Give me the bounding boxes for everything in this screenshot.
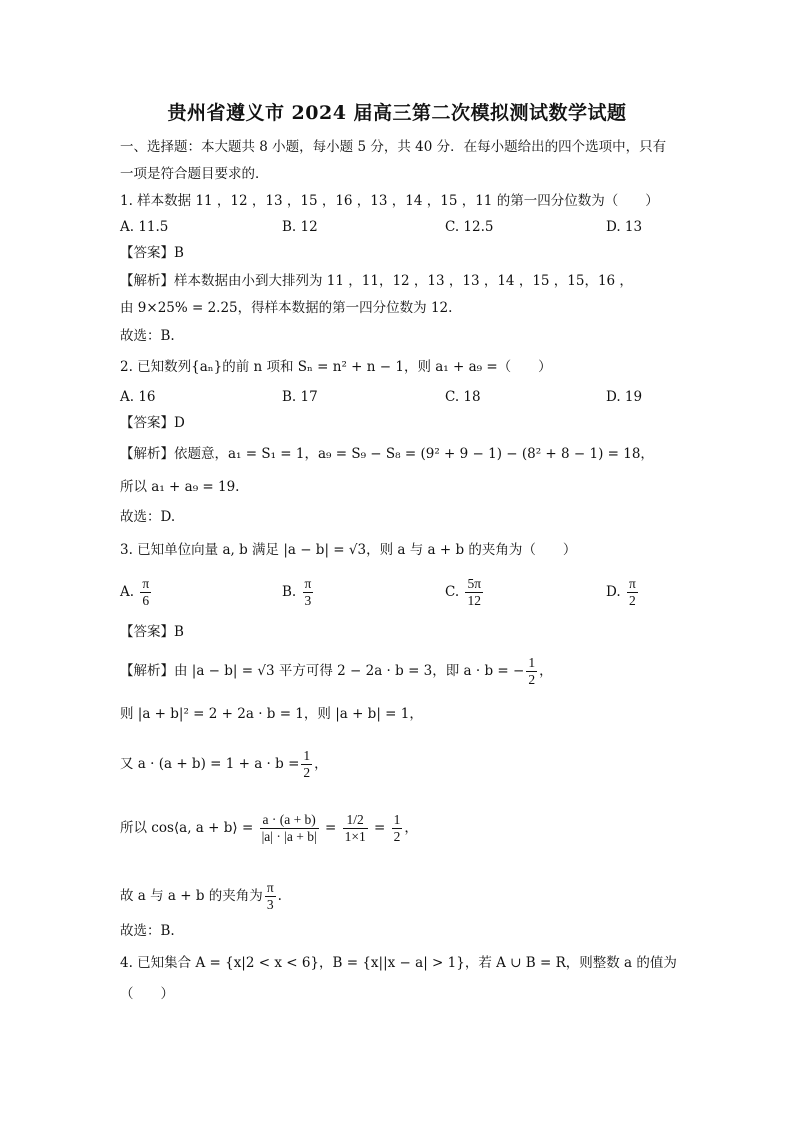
q3-option-d-den: 2 bbox=[628, 593, 636, 608]
q1-option-d: D. 13 bbox=[606, 219, 643, 235]
q3-a4-mid-fraction bbox=[343, 812, 368, 845]
q3-option-d-num: π bbox=[628, 576, 636, 591]
q2-stem: 2. 已知数列{aₙ}的前 n 项和 Sₙ = n² + n − 1，则 a₁ + a₉ =（ ） bbox=[120, 359, 552, 375]
q1-option-a: A. 11.5 bbox=[120, 219, 169, 235]
q3-analysis-line1-text: 【解析】由 |a − b| = √3 平方可得 2 − 2a · b = 3，即 a · b = − bbox=[120, 663, 525, 679]
q3-option-c bbox=[445, 576, 485, 609]
q3-a1-num: 1 bbox=[528, 655, 536, 670]
q3-option-a-num: π bbox=[142, 576, 150, 591]
q2-answer: 【答案】D bbox=[120, 415, 185, 431]
q2-option-c: C. 18 bbox=[445, 389, 481, 405]
q3-option-b-fraction bbox=[303, 576, 314, 609]
q1-option-b: B. 12 bbox=[282, 219, 318, 235]
q3-a3-den: 2 bbox=[303, 765, 311, 780]
q3-analysis-line5 bbox=[120, 880, 282, 913]
q3-option-d bbox=[606, 576, 640, 609]
q2-choose: 故选：D. bbox=[120, 509, 176, 525]
q3-analysis-line4-text: 所以 cos⟨a, a + b⟩ = bbox=[120, 820, 254, 836]
q3-a4-result-fraction bbox=[392, 812, 403, 845]
q3-a4-main-num: a · (a + b) bbox=[260, 812, 319, 829]
q3-analysis-line3-text: 又 a · (a + b) = 1 + a · b = bbox=[120, 756, 300, 772]
q2-option-b: B. 17 bbox=[282, 389, 318, 405]
q1-option-c: C. 12.5 bbox=[445, 219, 494, 235]
q3-option-b bbox=[282, 576, 315, 609]
q3-a4-mid-den: 1×1 bbox=[344, 829, 366, 844]
q3-analysis-line4 bbox=[120, 812, 418, 845]
q1-stem: 1. 样本数据 11 ，12 ，13 ，15 ，16 ，13 ，14 ，15 ，11 的第一四分位数为（ ） bbox=[120, 193, 659, 209]
q3-option-d-label: D. bbox=[606, 584, 621, 600]
q3-option-c-fraction bbox=[465, 576, 483, 609]
q3-analysis-line1-end: ， bbox=[539, 663, 553, 679]
q3-analysis-line5-text: 故 a 与 a + b 的夹角为 bbox=[120, 888, 263, 904]
q3-a4-mid-num: 1/2 bbox=[343, 812, 368, 829]
q3-analysis-line3-end: ， bbox=[314, 756, 328, 772]
q3-analysis-line3-fraction bbox=[301, 748, 312, 781]
q3-a4-main-den: |a| · |a + b| bbox=[261, 829, 317, 844]
q3-option-a bbox=[120, 576, 153, 609]
section-instructions-line1: 一、选择题：本大题共 8 小题，每小题 5 分，共 40 分．在每小题给出的四个选项中，只有 bbox=[120, 139, 667, 155]
q3-option-b-den: 3 bbox=[304, 593, 312, 608]
q3-analysis-line5-end: . bbox=[277, 888, 282, 904]
q2-option-a: A. 16 bbox=[120, 389, 156, 405]
q3-stem: 3. 已知单位向量 a, b 满足 |a − b| = √3，则 a 与 a + b 的夹角为（ ） bbox=[120, 542, 577, 558]
q1-analysis-line1: 【解析】样本数据由小到大排列为 11 ，11，12 ，13 ，13 ，14 ，15 ，15，16 ， bbox=[120, 273, 633, 289]
section-instructions-line2: 一项是符合题目要求的． bbox=[120, 166, 269, 182]
q3-a3-num: 1 bbox=[303, 748, 311, 763]
q3-a4-main-fraction bbox=[260, 812, 319, 845]
q1-analysis-line2: 由 9×25% = 2.25，得样本数据的第一四分位数为 12. bbox=[120, 300, 453, 316]
q3-a5-den: 3 bbox=[266, 897, 274, 912]
q3-a1-den: 2 bbox=[528, 672, 536, 687]
q3-option-c-num: 5π bbox=[467, 576, 482, 591]
q2-analysis-line2: 所以 a₁ + a₉ = 19. bbox=[120, 479, 240, 495]
q3-a5-num: π bbox=[266, 880, 274, 895]
q3-analysis-line3 bbox=[120, 748, 328, 781]
q3-answer: 【答案】B bbox=[120, 624, 184, 640]
q3-analysis-line1-fraction bbox=[526, 655, 537, 688]
q4-stem: 4. 已知集合 A = {x|2 < x < 6}，B = {x||x − a| > 1}，若 A ∪ B = R，则整数 a 的值为 bbox=[120, 955, 677, 971]
q3-a4-eq2: = bbox=[374, 820, 386, 836]
page-title: 贵州省遵义市 2024 届高三第二次模拟测试数学试题 bbox=[167, 102, 627, 124]
q3-a4-eq1: = bbox=[325, 820, 337, 836]
q2-option-d: D. 19 bbox=[606, 389, 643, 405]
q3-analysis-line1 bbox=[120, 655, 553, 688]
q3-option-d-fraction bbox=[627, 576, 638, 609]
q3-option-a-fraction bbox=[140, 576, 151, 609]
q1-choose: 故选：B. bbox=[120, 328, 175, 344]
q3-a4-end: ， bbox=[404, 820, 418, 836]
q3-a4-res-num: 1 bbox=[393, 812, 401, 827]
q3-analysis-line5-fraction bbox=[265, 880, 276, 913]
q3-analysis-line2: 则 |a + b|² = 2 + 2a · b = 1，则 |a + b| = 1， bbox=[120, 706, 423, 722]
q3-choose: 故选：B. bbox=[120, 923, 175, 939]
q1-answer: 【答案】B bbox=[120, 245, 184, 261]
q4-paren: （ ） bbox=[120, 986, 174, 1002]
q3-option-c-den: 12 bbox=[467, 593, 481, 608]
q3-a4-res-den: 2 bbox=[393, 829, 401, 844]
q3-option-a-den: 6 bbox=[142, 593, 150, 608]
q3-option-a-label: A. bbox=[120, 584, 135, 600]
q3-option-c-label: C. bbox=[445, 584, 460, 600]
q2-analysis-line1: 【解析】依题意，a₁ = S₁ = 1，a₉ = S₉ − S₈ = (9² + 9 − 1) − (8² + 8 − 1) = 18， bbox=[120, 446, 654, 462]
q3-option-b-num: π bbox=[304, 576, 312, 591]
q3-option-b-label: B. bbox=[282, 584, 297, 600]
